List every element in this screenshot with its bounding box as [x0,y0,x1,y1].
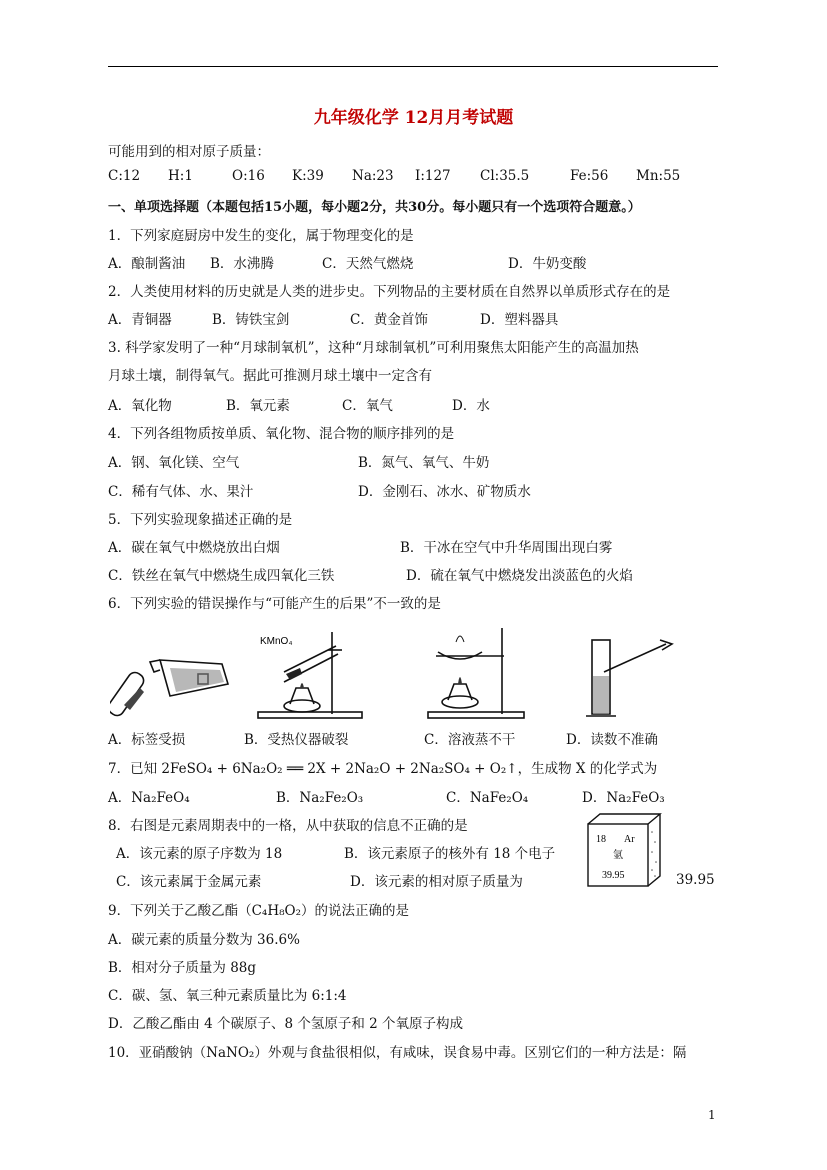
q6-option-b: B．受热仪器破裂 [244,732,349,748]
q7-option-d: D．Na₂FeO₃ [582,790,665,806]
q3-option-a: A．氧化物 [108,398,172,414]
q2-stem: 2．人类使用材料的历史就是人类的进步史。下列物品的主要材质在自然界以单质形式存在的是 [108,284,671,300]
q5-option-b: B．干冰在空气中升华周围出现白雾 [400,540,613,556]
q2-option-a: A．青铜器 [108,312,172,328]
q3-option-c: C．氧气 [342,398,393,414]
mass-mn: Mn:55 [636,168,681,184]
mass-i: I:127 [415,168,451,184]
q8-option-d: D．该元素的相对原子质量为 [350,874,523,890]
q6-option-a: A．标签受损 [108,732,186,748]
q6-stem: 6．下列实验的错误操作与“可能产生的后果”不一致的是 [108,596,441,612]
q3-option-d: D．水 [452,398,490,414]
q3-stem-line2: 月球土壤，制得氧气。据此可推测月球土壤中一定含有 [108,368,432,384]
q4-option-d: D．金刚石、冰水、矿物质水 [358,484,531,500]
q5-stem: 5．下列实验现象描述正确的是 [108,512,293,528]
page-number: 1 [708,1108,716,1122]
kmno4-label: KMnO₄ [260,636,293,647]
mass-cl: Cl:35.5 [480,168,530,184]
mass-fe: Fe:56 [570,168,609,184]
cell-element-name: 氩 [613,850,623,861]
q7-option-c: C．NaFe₂O₄ [446,790,529,806]
mass-o: O:16 [232,168,265,184]
cell-atomic-number: 18 [596,834,606,845]
q5-option-c: C．铁丝在氧气中燃烧生成四氧化三铁 [108,568,335,584]
mass-c: C:12 [108,168,141,184]
mass-k: K:39 [292,168,324,184]
q8-option-d-value: 39.95 [676,872,715,888]
q2-option-d: D．塑料器具 [480,312,559,328]
q1-stem: 1．下列家庭厨房中发生的变化，属于物理变化的是 [108,228,414,244]
pouring-liquid-illustration [110,650,235,720]
q2-option-b: B．铸铁宝剑 [212,312,290,328]
q7-stem: 7．已知 2FeSO₄ + 6Na₂O₂ ══ 2X + 2Na₂O + 2Na₂SO₄ + O₂↑，生成物 X 的化学式为 [108,761,658,777]
mass-na: Na:23 [352,168,394,184]
q3-stem-line1: 3. 科学家发明了一种“月球制氧机”，这种“月球制氧机”可利用聚焦太阳能产生的高温加热 [108,340,639,356]
q3-option-b: B．氧元素 [226,398,290,414]
q7-option-a: A．Na₂FeO₄ [108,790,190,806]
q10-stem: 10．亚硝酸钠（NaNO₂）外观与食盐很相似，有咸味，误食易中毒。区别它们的一种方法是：隔 [108,1045,687,1061]
intro-line: 可能用到的相对原子质量： [108,144,270,160]
q6-option-c: C．溶液蒸不干 [424,732,516,748]
q4-option-b: B．氮气、氧气、牛奶 [358,455,490,471]
q8-option-b: B．该元素原子的核外有 18 个电子 [344,846,556,862]
q8-option-c: C．该元素属于金属元素 [116,874,262,890]
q6-option-d: D．读数不准确 [566,732,658,748]
mass-h: H:1 [168,168,193,184]
q1-option-c: C．天然气燃烧 [322,256,414,272]
q1-option-b: B．水沸腾 [210,256,274,272]
q8-stem: 8．右图是元素周期表中的一格，从中获取的信息不正确的是 [108,818,468,834]
q9-option-b: B．相对分子质量为 88g [108,960,257,976]
q5-option-d: D．硫在氧气中燃烧发出淡蓝色的火焰 [406,568,633,584]
q1-option-a: A．酿制酱油 [108,256,186,272]
cylinder-reading-illustration [580,632,680,720]
q9-option-d: D．乙酸乙酯由 4 个碳原子、8 个氢原子和 2 个氧原子构成 [108,1016,464,1032]
q9-stem: 9．下列关于乙酸乙酯（C₄H₈O₂）的说法正确的是 [108,903,409,919]
cell-atomic-mass: 39.95 [602,870,625,881]
section-heading: 一、单项选择题（本题包括15小题，每小题2分，共30分。每小题只有一个选项符合题意。） [108,200,641,215]
periodic-table-cell [586,812,664,888]
header-rule [108,66,718,67]
q9-option-a: A．碳元素的质量分数为 36.6% [108,932,300,948]
cell-symbol: Ar [624,834,635,845]
q5-option-a: A．碳在氧气中燃烧放出白烟 [108,540,280,556]
q4-option-a: A．钢、氧化镁、空气 [108,455,240,471]
evaporation-illustration [420,622,530,722]
q1-option-d: D．牛奶变酸 [508,256,587,272]
page-title: 九年级化学 12月月考试题 [313,108,514,128]
q4-option-c: C．稀有气体、水、果汁 [108,484,254,500]
q9-option-c: C．碳、氢、氧三种元素质量比为 6:1:4 [108,988,347,1004]
q8-option-a: A．该元素的原子序数为 18 [116,846,283,862]
q7-option-b: B．Na₂Fe₂O₃ [276,790,364,806]
q4-stem: 4．下列各组物质按单质、氧化物、混合物的顺序排列的是 [108,426,455,442]
q2-option-c: C．黄金首饰 [350,312,428,328]
heating-tube-illustration [256,622,366,722]
